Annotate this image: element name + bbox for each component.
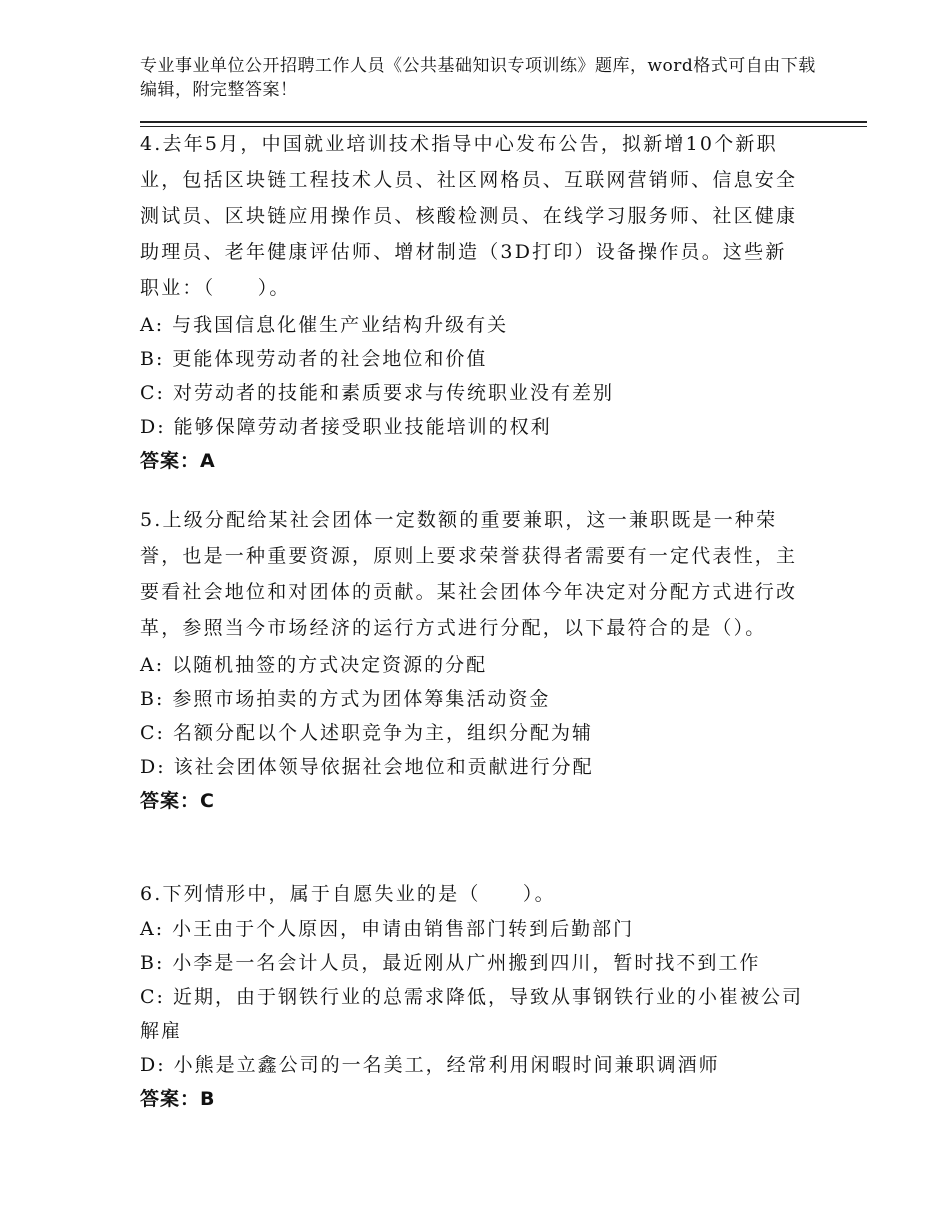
option-b: B: 更能体现劳动者的社会地位和价值 xyxy=(140,348,488,370)
option-d: D: 小熊是立鑫公司的一名美工，经常利用闲暇时间兼职调酒师 xyxy=(140,1054,720,1076)
option-c: C: 对劳动者的技能和素质要求与传统职业没有差别 xyxy=(140,382,614,404)
option-a: A: 小王由于个人原因，申请由销售部门转到后勤部门 xyxy=(140,918,635,940)
question-stem: 5.上级分配给某社会团体一定数额的重要兼职，这一兼职既是一种荣誉，也是一种重要资源，原则上要求荣誉获得者需要有一定代表性，主要看社会地位和对团体的贡献。某社会团体今年决定对分配方式进行改革，参照当今市场经济的运行方式进行分配，以下最符合的是（）。 xyxy=(140,509,798,639)
header-rule-thick xyxy=(140,121,867,123)
question-6 xyxy=(140,876,805,1116)
question-stem: 6.下列情形中，属于自愿失业的是（ ）。 xyxy=(140,883,556,905)
answer: 答案：C xyxy=(140,790,215,812)
option-a: A: 以随机抽签的方式决定资源的分配 xyxy=(140,654,488,676)
option-a: A: 与我国信息化催生产业结构升级有关 xyxy=(140,314,509,336)
option-d: D: 该社会团体领导依据社会地位和贡献进行分配 xyxy=(140,756,594,778)
option-d: D: 能够保障劳动者接受职业技能培训的权利 xyxy=(140,416,552,438)
question-4 xyxy=(140,126,805,478)
option-c: C: 近期，由于钢铁行业的总需求降低，导致从事钢铁行业的小崔被公司解雇 xyxy=(140,986,803,1042)
question-stem: 4.去年5月，中国就业培训技术指导中心发布公告，拟新增10个新职业，包括区块链工程技术人员、社区网格员、互联网营销师、信息安全测试员、区块链应用操作员、核酸检测员、在线学习服务师、社区健康助理员、老年健康评估师、增材制造（3D打印）设备操作员。这些新职业：（ ）。 xyxy=(140,133,798,299)
question-5 xyxy=(140,502,805,818)
answer: 答案：A xyxy=(140,450,216,472)
option-b: B: 参照市场拍卖的方式为团体筹集活动资金 xyxy=(140,688,551,710)
answer: 答案：B xyxy=(140,1088,216,1110)
option-b: B: 小李是一名会计人员，最近刚从广州搬到四川，暂时找不到工作 xyxy=(140,952,761,974)
document-header: 专业事业单位公开招聘工作人员《公共基础知识专项训练》题库，word格式可自由下载编辑，附完整答案！ xyxy=(140,56,816,100)
option-c: C: 名额分配以个人述职竞争为主，组织分配为辅 xyxy=(140,722,593,744)
